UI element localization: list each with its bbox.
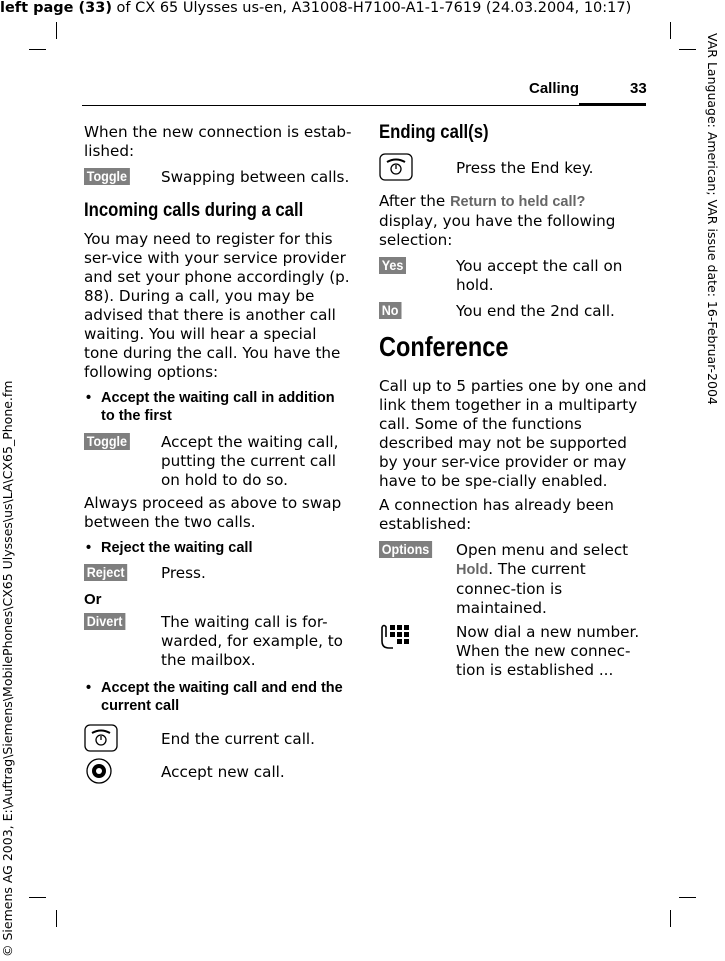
- end-key-icon: [379, 153, 413, 181]
- crop-mark: [29, 897, 46, 898]
- page-number: 33: [630, 80, 647, 97]
- bullet-accept-and-end: [84, 679, 352, 715]
- reject-row: [84, 564, 352, 583]
- divert-row-text: The waiting call is for-warded, for example, to the mailbox.: [161, 613, 343, 669]
- var-language-note: VAR Language: American; VAR issue date: 16-Februar-2004: [705, 33, 720, 405]
- toggle-row-2-text: Accept the waiting call, putting the current call on hold to do so.: [161, 433, 339, 489]
- crop-mark: [679, 897, 696, 898]
- bullet-text: Reject the waiting call: [101, 540, 253, 556]
- end-key-row: [379, 159, 647, 178]
- return-to-held-display: Return to held call?: [450, 194, 586, 210]
- options-text-post: . The current connec-tion is maintained.: [456, 560, 586, 617]
- after-pre: After the: [379, 192, 451, 210]
- hold-menu-item: Hold: [456, 562, 489, 578]
- header-rule-bold: [579, 103, 646, 106]
- crop-mark: [679, 49, 696, 50]
- options-text-pre: Open menu and select: [456, 541, 629, 559]
- file-info-bold: left page (33): [0, 0, 112, 16]
- toggle-row-1-text: Swapping between calls.: [161, 168, 350, 186]
- after-post: display, you have the following selection:: [379, 212, 616, 249]
- options-softkey: Options: [379, 541, 432, 558]
- crop-mark: [56, 22, 57, 39]
- crop-mark: [670, 22, 671, 39]
- bullet-accept-in-addition: [84, 389, 352, 425]
- accept-new-row: [84, 763, 352, 782]
- always-proceed-paragraph: Always proceed as above to swap between the two calls.: [84, 494, 342, 531]
- bullet-text: Accept the waiting call and end the current call: [101, 680, 343, 714]
- yes-row: [379, 257, 647, 295]
- intro-text: When the new connection is estab-lished:: [84, 123, 352, 160]
- end-current-text: End the current call.: [161, 730, 315, 748]
- end-key-icon: [84, 724, 118, 752]
- end-key-text: Press the End key.: [456, 159, 594, 177]
- crop-mark: [670, 910, 671, 927]
- dial-row-text: Now dial a new number. When the new connec-tion is established ...: [456, 623, 640, 679]
- conference-paragraph-2: A connection has already been established:: [379, 496, 614, 533]
- header-rule: [82, 105, 579, 106]
- no-row: [379, 302, 647, 321]
- crop-mark: [56, 910, 57, 927]
- no-row-text: You end the 2nd call.: [456, 302, 615, 320]
- toggle-row-1: [84, 168, 352, 187]
- divert-softkey: Divert: [84, 613, 125, 630]
- or-label: Or: [84, 591, 102, 608]
- no-softkey: No: [379, 302, 401, 319]
- conference-paragraph-1: Call up to 5 parties one by one and link them together in a multiparty call. Some of the functions described may not be supported by your ser-vice provider or may have to be spe-cially enabled.: [379, 377, 647, 490]
- copyright-path-note: © Siemens AG 2003, E:\Auftrag\Siemens\MobilePhones\CX65 Ulysses\us\LA\CX65_Phone.fm: [0, 380, 15, 957]
- toggle-softkey: Toggle: [84, 168, 130, 185]
- toggle-row-2: [84, 433, 352, 490]
- call-key-icon: [84, 757, 118, 785]
- divert-row: [84, 613, 352, 670]
- after-return-paragraph: [379, 192, 647, 250]
- reject-row-text: Press.: [161, 564, 206, 582]
- yes-row-text: You accept the call on hold.: [456, 257, 623, 294]
- keypad-icon: [379, 623, 413, 651]
- incoming-calls-paragraph: You may need to register for this ser-vice with your service provider and set your phone accordingly (p. 88). During a call, you may be advised that there is another call waiting. You will hear a special tone during the call. You have the following options:: [84, 230, 350, 381]
- reject-softkey: Reject: [84, 564, 127, 581]
- options-row-text: [456, 541, 647, 618]
- file-info-line: [0, 0, 631, 16]
- toggle-softkey: Toggle: [84, 433, 130, 450]
- section-title: Calling: [529, 80, 580, 97]
- right-column: [379, 123, 647, 680]
- accept-new-text: Accept new call.: [161, 763, 285, 781]
- bullet-dot: •: [86, 540, 92, 556]
- crop-mark: [29, 49, 46, 50]
- bullet-dot: •: [86, 390, 92, 406]
- conference-heading: Conference: [379, 331, 509, 362]
- file-info-rest: of CX 65 Ulysses us-en, A31008-H7100-A1-1-7619 (24.03.2004, 10:17): [111, 0, 632, 16]
- options-row: [379, 541, 647, 618]
- bullet-text: Accept the waiting call in addition to the first: [101, 390, 335, 424]
- incoming-calls-heading: Incoming calls during a call: [84, 200, 304, 221]
- ending-calls-heading: Ending call(s): [379, 122, 489, 143]
- left-column: [84, 123, 352, 782]
- bullet-dot: •: [86, 680, 92, 696]
- end-current-row: [84, 730, 352, 749]
- yes-softkey: Yes: [379, 257, 406, 274]
- dial-row: [379, 623, 647, 680]
- bullet-reject: [84, 539, 352, 557]
